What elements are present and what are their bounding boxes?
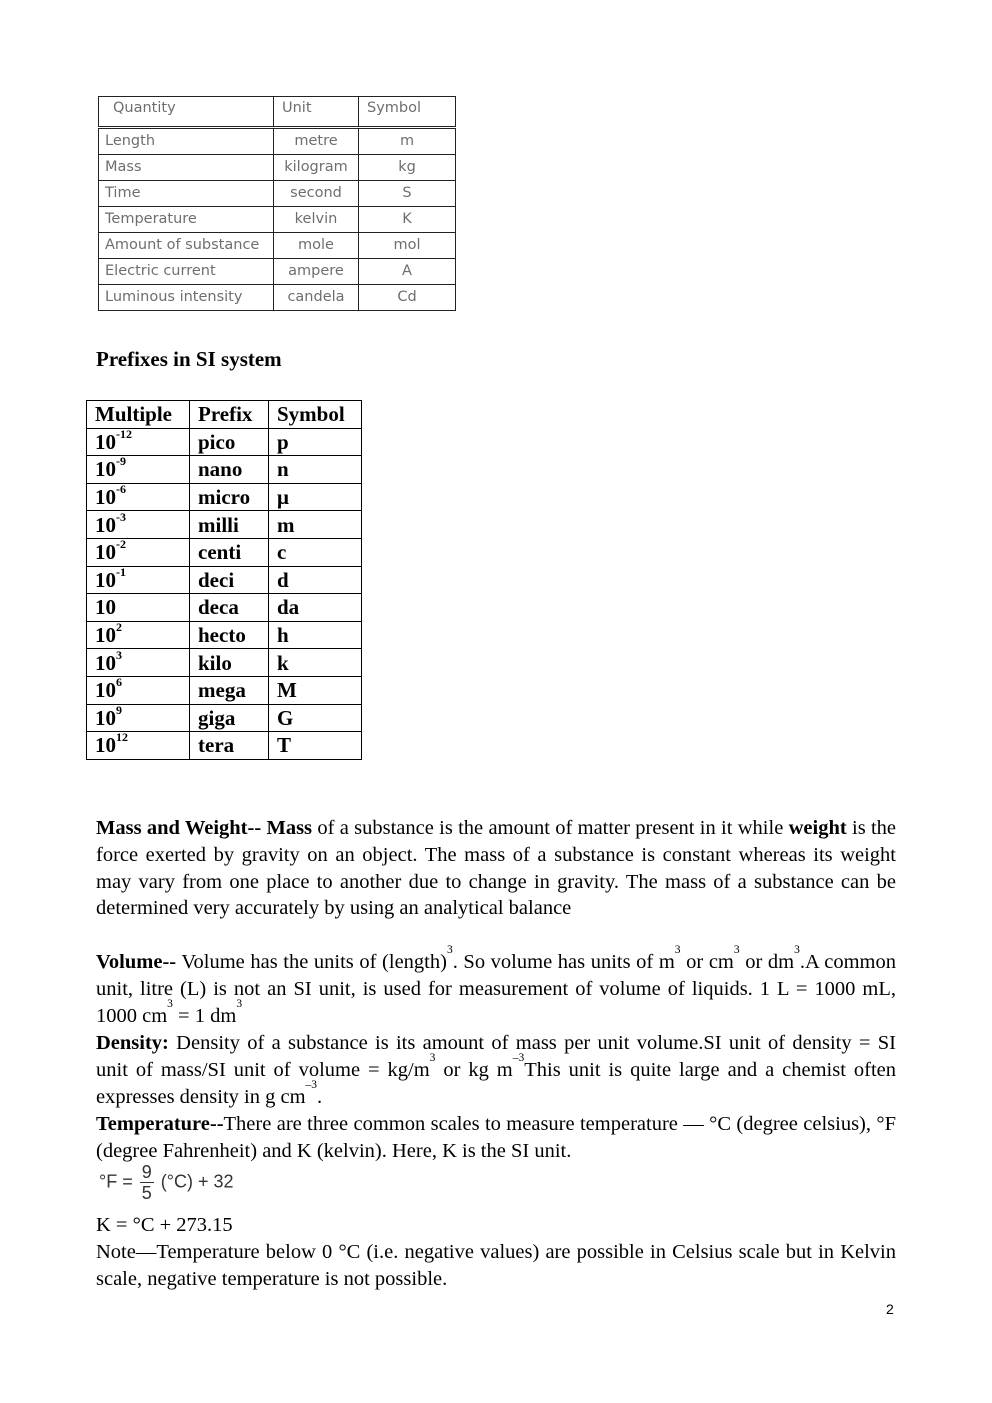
multiple-cell: [87, 732, 190, 760]
volume-exp: 3: [167, 997, 173, 1010]
volume-exp: 3: [446, 944, 453, 956]
multiple-base: 10: [95, 733, 116, 758]
prefix-header-multiple: Multiple: [87, 401, 190, 429]
density-exp: –3: [305, 1078, 318, 1091]
table-row: [87, 649, 362, 677]
multiple-base: 10: [95, 512, 116, 537]
symbol-cell: M: [269, 676, 362, 704]
multiple-cell: [87, 566, 190, 594]
si-header-quantity: Quantity: [99, 97, 274, 128]
multiple-base: 10: [95, 678, 116, 703]
si-quantity-cell: Length: [99, 128, 274, 155]
symbol-cell: n: [269, 456, 362, 484]
prefix-cell: deci: [190, 566, 269, 594]
volume-exp: 3: [733, 944, 740, 956]
volume-text-6: = 1 dm: [172, 1004, 237, 1027]
mass-text: of a substance is the amount of matter present in it while: [312, 817, 789, 839]
prefix-header-symbol: Symbol: [269, 401, 362, 429]
si-unit-cell: second: [274, 181, 359, 207]
si-quantity-cell: Time: [99, 181, 274, 207]
volume-text-4: or dm: [739, 951, 795, 973]
si-symbol-cell: mol: [359, 233, 456, 259]
temperature-note: Note—Temperature below 0 °C (i.e. negative values) are possible in Celsius scale but in Kelvin scale, negative temperature is not possible.: [96, 1241, 896, 1290]
weight-text: is the force exerted by gravity on an object. The mass of a substance is constant whereas its weight may vary from one place to another due to change in gravity. The mass of a substance can be determined very accurately by using an analytical balance: [96, 817, 897, 920]
temperature-paragraph: [96, 1111, 896, 1165]
volume-term: Volume--: [96, 951, 177, 973]
si-table-header-row: [99, 97, 456, 128]
table-row: [99, 233, 456, 259]
table-row: [87, 511, 362, 539]
si-header-symbol: Symbol: [359, 97, 456, 128]
volume-text-3: or cm: [680, 951, 734, 973]
multiple-exponent: -2: [116, 537, 126, 552]
formula-denominator: 5: [141, 1183, 152, 1203]
prefix-table: [86, 400, 362, 760]
volume-text-1: Volume has the units of (length): [176, 951, 447, 973]
si-unit-cell: mole: [274, 233, 359, 259]
multiple-cell: [87, 704, 190, 732]
density-text-1: Density of a substance is its amount of mass per unit volume.SI unit of density = SI unit of mass/SI unit of volume = kg/m: [96, 1032, 896, 1081]
symbol-cell: h: [269, 621, 362, 649]
page-number: 2: [886, 1301, 894, 1317]
formula-rhs: (°C) + 32: [160, 1171, 234, 1192]
table-row: [87, 676, 362, 704]
multiple-cell: [87, 594, 190, 622]
si-unit-cell: candela: [274, 285, 359, 311]
kelvin-formula: K = °C + 273.15: [96, 1214, 233, 1236]
volume-exp: 3: [236, 997, 243, 1010]
multiple-base: 10: [95, 540, 116, 565]
si-unit-cell: kelvin: [274, 207, 359, 233]
mass-word: Mass: [266, 817, 313, 839]
multiple-exponent: 12: [116, 730, 128, 745]
table-row: [87, 538, 362, 566]
prefix-cell: hecto: [190, 621, 269, 649]
prefix-cell: pico: [190, 428, 269, 456]
prefix-header-prefix: Prefix: [190, 401, 269, 429]
multiple-base: 10: [95, 457, 116, 482]
formula-fraction: [140, 1162, 154, 1203]
si-symbol-cell: K: [359, 207, 456, 233]
table-row: [87, 732, 362, 760]
si-units-table: [98, 96, 456, 311]
si-symbol-cell: Cd: [359, 285, 456, 311]
multiple-exponent: -12: [116, 426, 132, 441]
symbol-cell: p: [269, 428, 362, 456]
temperature-term: Temperature--: [96, 1113, 224, 1135]
table-row: [87, 621, 362, 649]
table-row: [87, 704, 362, 732]
table-row: [99, 128, 456, 155]
multiple-cell: [87, 538, 190, 566]
multiple-cell: [87, 621, 190, 649]
density-text-2: or kg m: [435, 1058, 513, 1081]
volume-exp: 3: [794, 944, 800, 956]
symbol-cell: d: [269, 566, 362, 594]
symbol-cell: G: [269, 704, 362, 732]
multiple-exponent: 3: [116, 647, 122, 662]
table-row: [99, 181, 456, 207]
multiple-exponent: 2: [116, 620, 122, 635]
symbol-cell: m: [269, 511, 362, 539]
si-unit-cell: ampere: [274, 259, 359, 285]
si-quantity-cell: Amount of substance: [99, 233, 274, 259]
symbol-cell: da: [269, 594, 362, 622]
prefix-cell: nano: [190, 456, 269, 484]
prefix-cell: centi: [190, 538, 269, 566]
si-quantity-cell: Luminous intensity: [99, 285, 274, 311]
si-unit-cell: metre: [274, 128, 359, 155]
multiple-exponent: -9: [116, 454, 126, 469]
multiple-base: 10: [95, 485, 116, 510]
multiple-exponent: 6: [116, 675, 122, 690]
multiple-exponent: 9: [116, 702, 122, 717]
si-quantity-cell: Mass: [99, 155, 274, 181]
prefix-cell: micro: [190, 483, 269, 511]
multiple-exponent: -3: [116, 509, 126, 524]
table-row: [99, 259, 456, 285]
si-symbol-cell: m: [359, 128, 456, 155]
multiple-exponent: -6: [116, 482, 126, 497]
mass-weight-paragraph: [96, 815, 896, 922]
volume-text-2: . So volume has units of m: [452, 951, 675, 973]
prefixes-heading: Prefixes in SI system: [96, 347, 282, 371]
table-row: [99, 285, 456, 311]
multiple-cell: [87, 676, 190, 704]
multiple-base: 10: [95, 595, 116, 620]
prefix-cell: giga: [190, 704, 269, 732]
table-row: [99, 155, 456, 181]
multiple-cell: [87, 428, 190, 456]
symbol-cell: T: [269, 732, 362, 760]
si-quantity-cell: Electric current: [99, 259, 274, 285]
multiple-base: 10: [95, 650, 116, 675]
si-header-unit: Unit: [274, 97, 359, 128]
multiple-base: 10: [95, 705, 116, 730]
density-term: Density:: [96, 1032, 169, 1054]
symbol-cell: c: [269, 538, 362, 566]
multiple-base: 10: [95, 567, 116, 592]
volume-text-5: .A common unit, litre (L) is not an SI unit, is used for measurement of volume of liquids. 1 L = 1000 mL, 1000 cm: [96, 951, 896, 1027]
prefix-table-header-row: [87, 401, 362, 429]
multiple-base: 10: [95, 429, 116, 454]
weight-word: weight: [788, 817, 847, 839]
si-unit-cell: kilogram: [274, 155, 359, 181]
prefix-cell: tera: [190, 732, 269, 760]
table-row: [87, 456, 362, 484]
density-exp: 3: [429, 1051, 436, 1064]
mass-weight-term: Mass and Weight--: [96, 817, 262, 839]
prefix-cell: milli: [190, 511, 269, 539]
si-symbol-cell: kg: [359, 155, 456, 181]
multiple-cell: [87, 511, 190, 539]
multiple-cell: [87, 649, 190, 677]
prefix-cell: deca: [190, 594, 269, 622]
volume-paragraph: [96, 944, 896, 1029]
density-paragraph: [96, 1030, 896, 1110]
multiple-cell: [87, 456, 190, 484]
si-symbol-cell: A: [359, 259, 456, 285]
prefix-cell: mega: [190, 676, 269, 704]
table-row: [87, 428, 362, 456]
multiple-exponent: -1: [116, 564, 126, 579]
si-quantity-cell: Temperature: [99, 207, 274, 233]
density-text-4: .: [317, 1085, 323, 1108]
formula-numerator: 9: [141, 1162, 152, 1182]
si-symbol-cell: S: [359, 181, 456, 207]
prefix-cell: kilo: [190, 649, 269, 677]
fahrenheit-formula: [99, 1162, 234, 1203]
symbol-cell: k: [269, 649, 362, 677]
temperature-text: There are three common scales to measure temperature — °C (degree celsius), °F (degree Fahrenheit) and K (kelvin). Here, K is the SI unit.: [96, 1113, 896, 1162]
table-row: [87, 594, 362, 622]
table-row: [87, 483, 362, 511]
table-row: [99, 207, 456, 233]
multiple-base: 10: [95, 623, 116, 648]
volume-exp: 3: [674, 944, 681, 956]
multiple-cell: [87, 483, 190, 511]
density-text-3: This unit is quite large and a chemist often expresses density in g cm: [96, 1058, 896, 1108]
formula-lhs: °F =: [99, 1171, 133, 1192]
symbol-cell: μ: [269, 483, 362, 511]
table-row: [87, 566, 362, 594]
density-exp: –3: [512, 1051, 525, 1064]
